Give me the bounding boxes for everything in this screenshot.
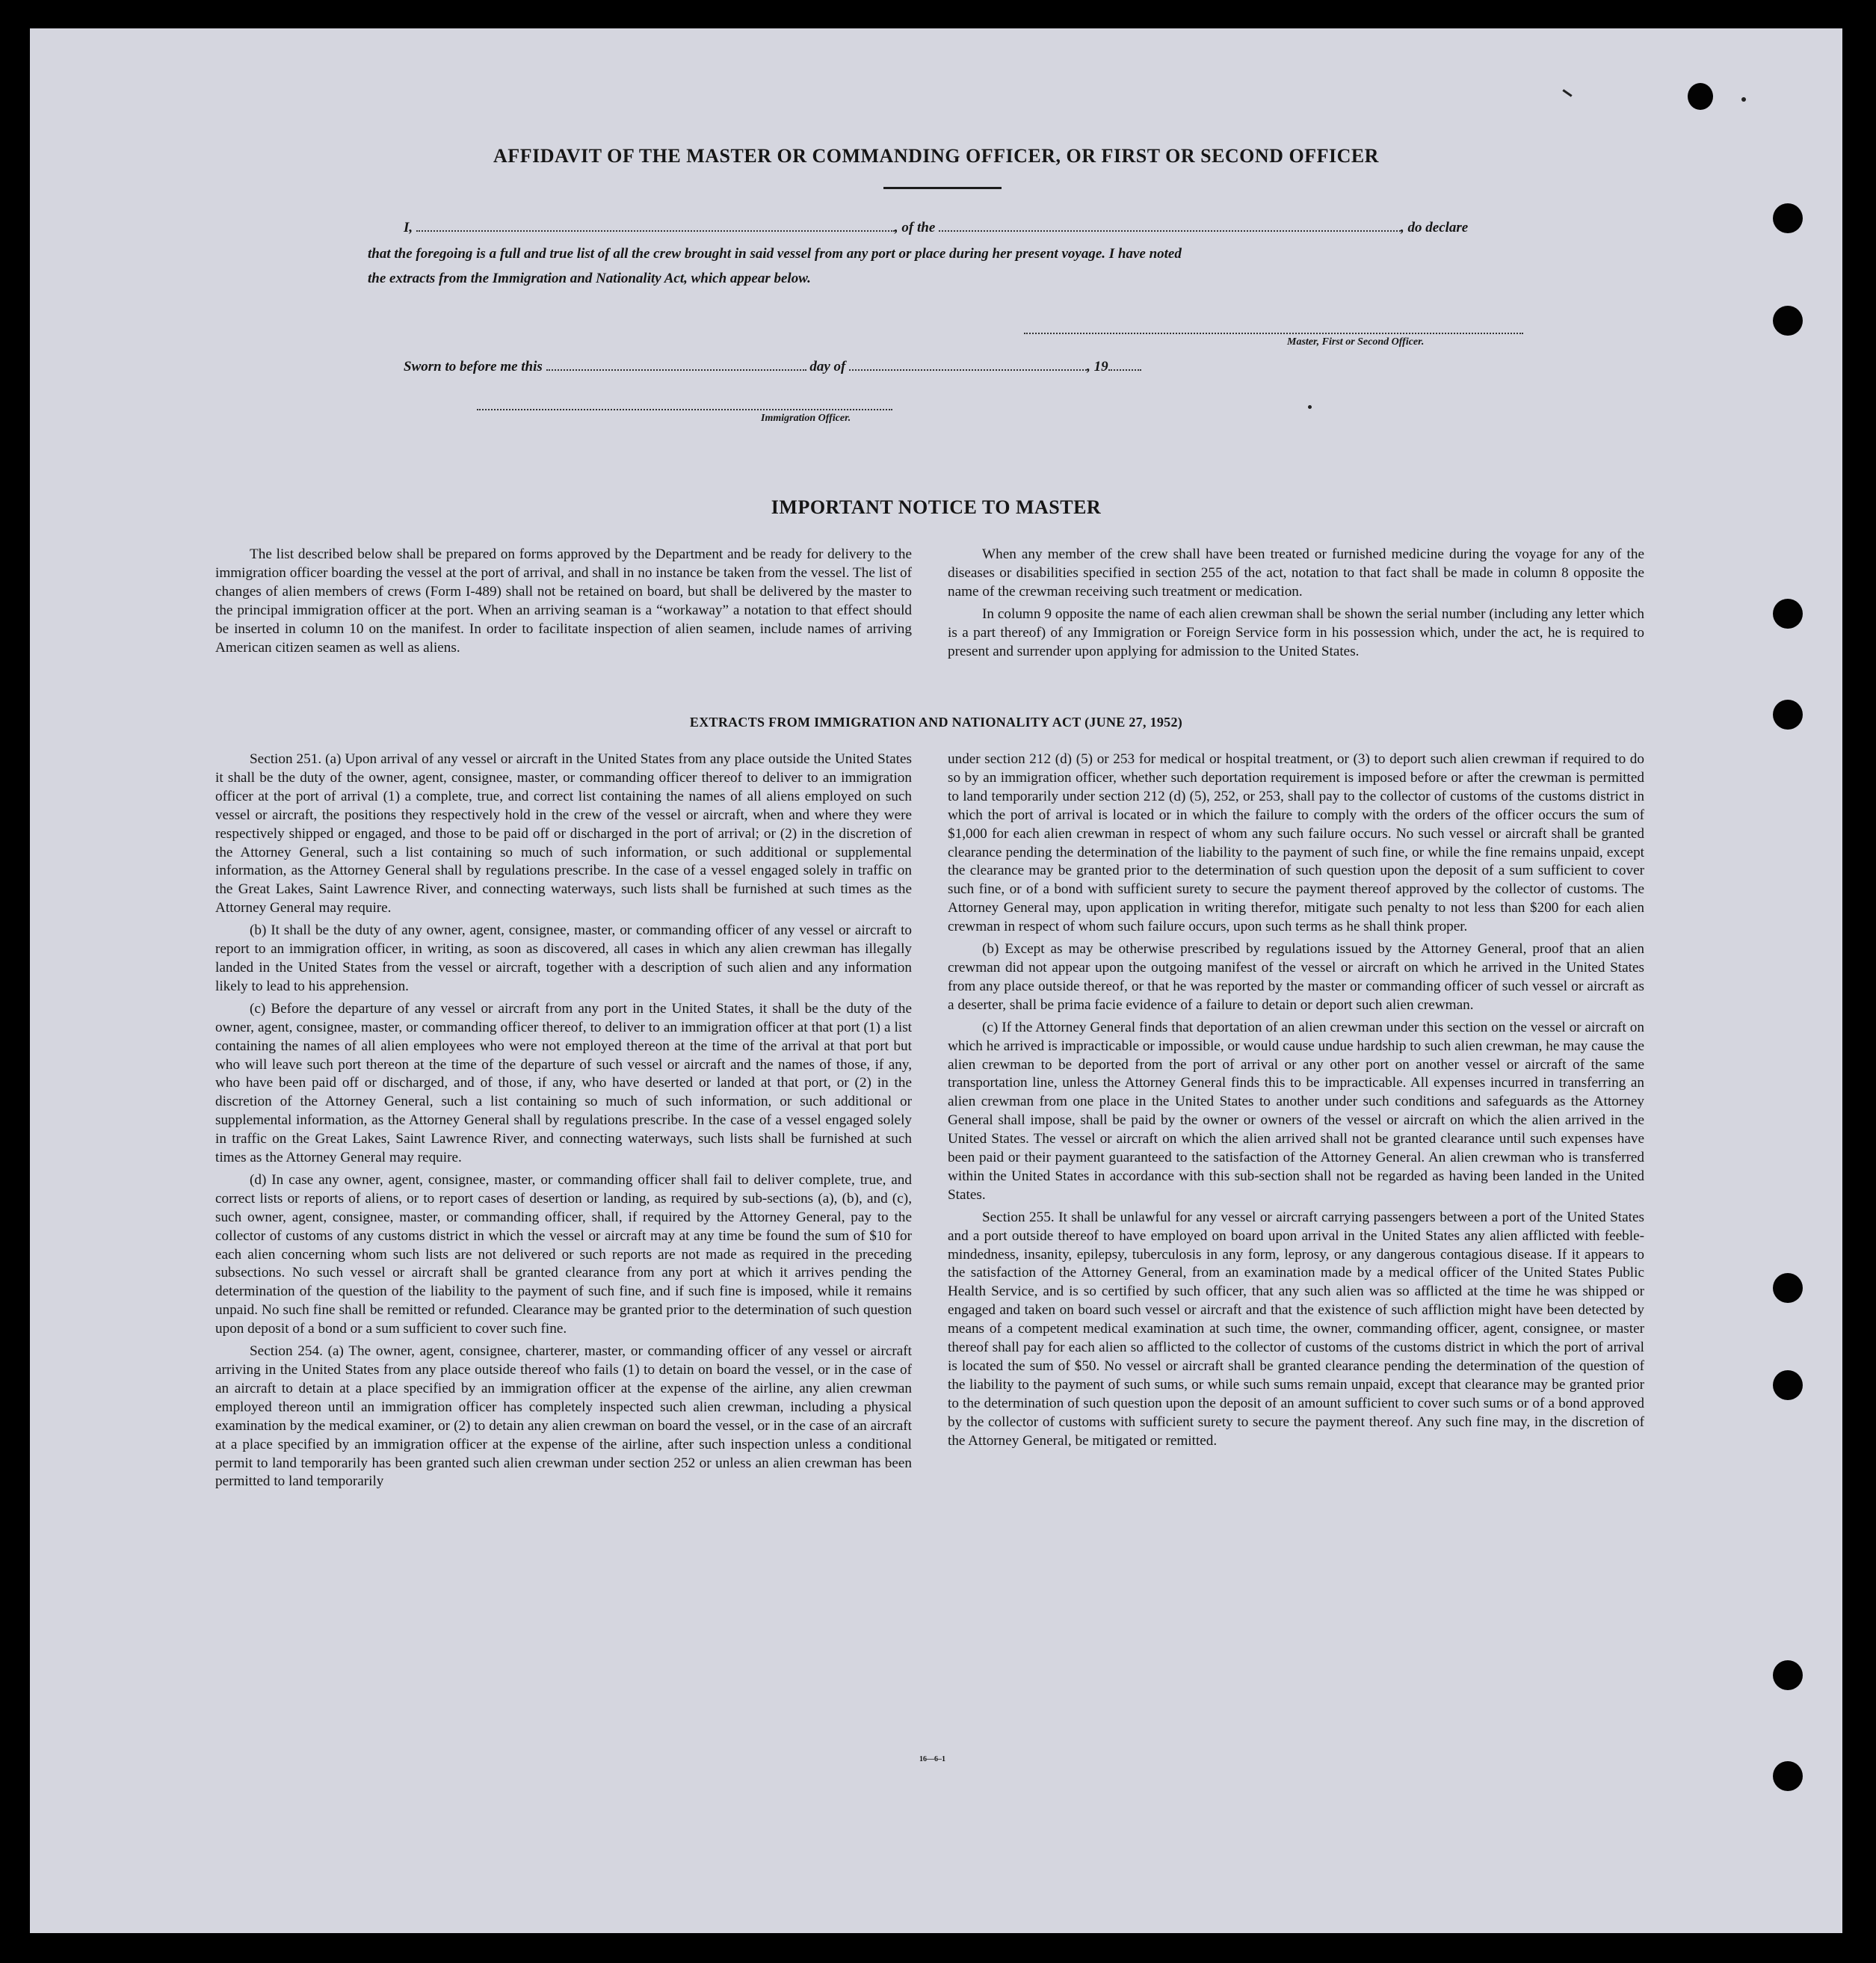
section-251-b: (b) It shall be the duty of any owner, agent, consignee, master, or commanding officer of any vessel or aircraft to report to an immigration officer, in writing, as soon as discovered, all cases in which any alien crewman has illegally landed in the United States from the vessel or aircraft, together with a description of such alien and any information likely to lead to his apprehension. [215, 922, 912, 994]
section-251-c: (c) Before the departure of any vessel or aircraft from any port in the United States, it shall be the duty of the owner, agent, consignee, master, or commanding officer thereof, to deliver to an immigration officer at that port (1) a list containing the names of all alien employees who were not employed thereon at the time of the arrival at that port but who will leave such port thereon at the time of the departure of such vessel or aircraft and the names of those, if any, who have been paid off or discharged, and of those, if any, who have deserted or landed at that port, or (2) in the discretion of the Attorney General, such a list containing so much of such information, or such additional or supplemental information, as the Attorney General shall by regulations prescribe. In the case of a vessel engaged solely in traffic on the Great Lakes, Saint Lawrence River, and connecting waterways, such lists shall be furnished at such times as the Attorney General may require. [215, 1000, 912, 1166]
extracts-left-column [215, 751, 912, 1495]
form-code: 16—6–1 [919, 1755, 945, 1763]
punch-hole [1773, 203, 1803, 233]
speck [1741, 97, 1746, 102]
name-blank[interactable] [416, 229, 895, 232]
section-254-a-continued: under section 212 (d) (5) or 253 for medical or hospital treatment, or (3) to deport such alien crewman if required to do so by an immigration officer, whether such deportation requirement is imposed before or after the crewman is permitted to land temporarily under section 212 (d) (5), 252, or 253, shall pay to the collector of customs of the customs district in which the port of arrival is located or in which the failure to comply with the orders of the officer occurs the sum of $1,000 for each alien crewman in respect of whom any such failure occurs. No such vessel or aircraft shall be granted clearance pending the determination of the liability to the payment of such fine, or while the fine remains unpaid, except the clearance may be granted prior to the determination of such question upon the deposit of a sum sufficient to cover such fine, or of a bond with sufficient surety to secure the payment thereof approved by the collector of customs. The Attorney General may, upon application in writing therefor, mitigate such penalty to not less than $200 for each alien crewman in respect of whom such failure occurs, upon such terms as he shall think proper. [948, 751, 1644, 935]
declaration-do-declare: , do declare [1401, 220, 1469, 235]
title-rule [883, 187, 1002, 189]
extracts-right-column [948, 751, 1644, 1455]
master-signature-line[interactable] [1024, 331, 1523, 334]
notice-right-paragraph-1: When any member of the crew shall have been treated or furnished medicine during the voyage for any of the diseases or disabilities specified in section 255 of the act, notation to that fact shall be made in column 8 opposite the name of the crewman receiving such treatment or medication. [948, 546, 1644, 600]
punch-hole [1688, 83, 1713, 110]
sworn-day-blank[interactable] [546, 368, 806, 371]
declaration-line-1 [404, 220, 1468, 236]
section-254-c: (c) If the Attorney General finds that deportation of an alien crewman under this section on the vessel or aircraft on which he arrived is impracticable or impossible, or would cause undue hardship to such alien crewman, he may cause the alien crewman to be deported from the port of arrival or any other port on another vessel or aircraft of the same transportation line, unless the Attorney General finds this to be impracticable. All expenses incurred in transferring an alien crewman from one place in the United States to another under such conditions and safeguards as the Attorney General shall impose, shall be paid by the owner or owners of the vessel or aircraft on which the alien arrived in the United States. The vessel or aircraft on which the alien arrived shall not be granted clearance until such expenses have been paid or their payment guaranteed to the satisfaction of the Attorney General. An alien crewman who is transferred within the United States in accordance with this sub-section shall not be regarded as having been landed in the United States. [948, 1019, 1644, 1203]
punch-hole [1773, 1761, 1803, 1791]
punch-hole [1773, 1660, 1803, 1690]
section-251-a: Section 251. (a) Upon arrival of any vessel or aircraft in the United States from any place outside the United States it shall be the duty of the owner, agent, consignee, master, or commanding officer thereof to deliver to an immigration officer at the port of arrival (1) a complete, true, and correct list containing the names of all aliens employed on such vessel or aircraft, the positions they respectively hold in the crew of the vessel or aircraft, when and where they were respectively shipped or engaged, and those to be paid off or discharged in the port of arrival; or (2) in the discretion of the Attorney General, such a list containing so much of such information, or such additional or supplemental information, as the Attorney General shall by regulations prescribe. In the case of a vessel engaged solely in traffic on the Great Lakes, Saint Lawrence River, and connecting waterways, such lists shall be furnished at such times as the Attorney General may require. [215, 751, 912, 916]
punch-hole [1773, 599, 1803, 629]
sworn-day-of: day of [809, 359, 846, 375]
speck [1562, 89, 1572, 96]
immigration-officer-signature-line[interactable] [477, 407, 892, 410]
affidavit-title: AFFIDAVIT OF THE MASTER OR COMMANDING OFFICER, OR FIRST OR SECOND OFFICER [493, 145, 1379, 167]
declaration-line-2: that the foregoing is a full and true list of all the crew brought in said vessel from any port or place during her present voyage. I have noted [368, 246, 1182, 262]
sworn-year-blank[interactable] [1108, 368, 1141, 371]
punch-hole [1773, 306, 1803, 336]
section-255: Section 255. It shall be unlawful for any vessel or aircraft carrying passengers between a port of the United States and a port outside thereof to have employed on board upon arrival in the United States any alien afflicted with feeble-mindedness, insanity, epilepsy, tuberculosis in any form, leprosy, or any dangerous contagious disease. If it appears to the satisfaction of the Attorney General, from an examination made by a medical officer of the United States Public Health Service, and is so certified by such officer, that any such alien was so afflicted at the time he was shipped or engaged and taken on board such vessel or aircraft and that the existence of such affliction might have been detected by means of a competent medical examination at such time, the owner, commanding officer, agent, consignee, or master thereof shall pay for each alien so afflicted to the collector of customs of the customs district in which the port of arrival is located the sum of $50. No vessel or aircraft shall be granted clearance pending the determination of the question of the liability to the payment of such sums, or while such sums remain unpaid, except that clearance may be granted prior to the determination of such question upon the deposit of an amount sufficient to cover such sums or of a bond approved by the collector of customs with sufficient surety to secure the payment thereof. Any such fine may, in the discretion of the Attorney General, be mitigated or remitted. [948, 1209, 1644, 1449]
section-254-a: Section 254. (a) The owner, agent, consignee, charterer, master, or commanding officer of any vessel or aircraft arriving in the United States from any place outside thereof who fails (1) to detain on board the vessel, or in the case of an aircraft to detain at a place specified by an immigration officer at the expense of the airline, any alien crewman employed thereon until an immigration officer has completely inspected such alien crewman, including a physical examination by the medical examiner, or (2) to detain any alien crewman on board the vessel, or in the case of an aircraft at a place specified by an immigration officer at the expense of the airline, after such inspection unless a conditional permit to land temporarily has been granted such alien crewman under section 252 or unless an alien crewman has been permitted to land temporarily [215, 1343, 912, 1490]
sworn-line [404, 359, 1141, 375]
punch-hole [1773, 1370, 1803, 1400]
declaration-of-the: , of the [894, 220, 936, 235]
section-251-d: (d) In case any owner, agent, consignee, master, or commanding officer shall fail to deliver complete, true, and correct lists or reports of aliens, or to report cases of desertion or landing, as required by sub-sections (a), (b), and (c), such owner, agent, consignee, master, or commanding officer, shall, if required by the Attorney General, pay to the collector of customs of any customs district in which the vessel or aircraft may at any time be found the sum of $10 for each alien concerning whom such lists are not delivered or such reports are not made as required in the preceding subsections. No such vessel or aircraft shall be granted clearance from any port at which it arrives pending the determination of the question of the liability to the payment of such fine, and if such fine is imposed, while it remains unpaid. No such fine shall be remitted or refunded. Clearance may be granted prior to the determination of such question upon deposit of a bond or a sum sufficient to cover such fine. [215, 1171, 912, 1337]
sworn-month-blank[interactable] [849, 368, 1087, 371]
notice-left-column [215, 546, 912, 661]
sworn-prefix: Sworn to before me this [404, 359, 543, 375]
speck [1308, 405, 1312, 409]
notice-right-column [948, 546, 1644, 665]
document-page [30, 28, 1842, 1933]
notice-right-paragraph-2: In column 9 opposite the name of each alien crewman shall be shown the serial number (including any letter which is a part thereof) of any Immigration or Foreign Service form in his possession which, under the act, he is required to present and surrender upon applying for admission to the United States. [948, 605, 1644, 659]
section-254-b: (b) Except as may be otherwise prescribed by regulations issued by the Attorney General, proof that an alien crewman did not appear upon the outgoing manifest of the vessel or aircraft on which he arrived in the United States from any place outside thereof, or that he was reported by the master or commanding officer of such vessel or aircraft as a deserter, shall be prima facie evidence of a failure to detain or deport such alien crewman. [948, 941, 1644, 1013]
vessel-blank[interactable] [939, 229, 1401, 232]
punch-hole [1773, 1273, 1803, 1303]
extracts-heading: EXTRACTS FROM IMMIGRATION AND NATIONALITY ACT (JUNE 27, 1952) [689, 715, 1183, 730]
notice-left-paragraph: The list described below shall be prepared on forms approved by the Department and be ready for delivery to the immigration officer boarding the vessel at the port of arrival, and shall in no instance be taken from the vessel. The list of changes of alien members of crews (Form I-489) shall not be retained on board, but shall be delivered by the master to the principal immigration officer at the port. When an arriving seaman is a “workaway” a notation to that effect should be inserted in column 10 on the manifest. In order to facilitate inspection of alien seamen, include names of arriving American citizen seamen as well as aliens. [215, 546, 912, 656]
immigration-caption: Immigration Officer. [761, 413, 851, 424]
declaration-line-3: the extracts from the Immigration and Nationality Act, which appear below. [368, 271, 811, 286]
sworn-year: , 19 [1087, 359, 1108, 375]
declaration-i: I, [404, 220, 413, 235]
master-caption: Master, First or Second Officer. [1287, 336, 1425, 348]
notice-title: IMPORTANT NOTICE TO MASTER [771, 496, 1102, 518]
